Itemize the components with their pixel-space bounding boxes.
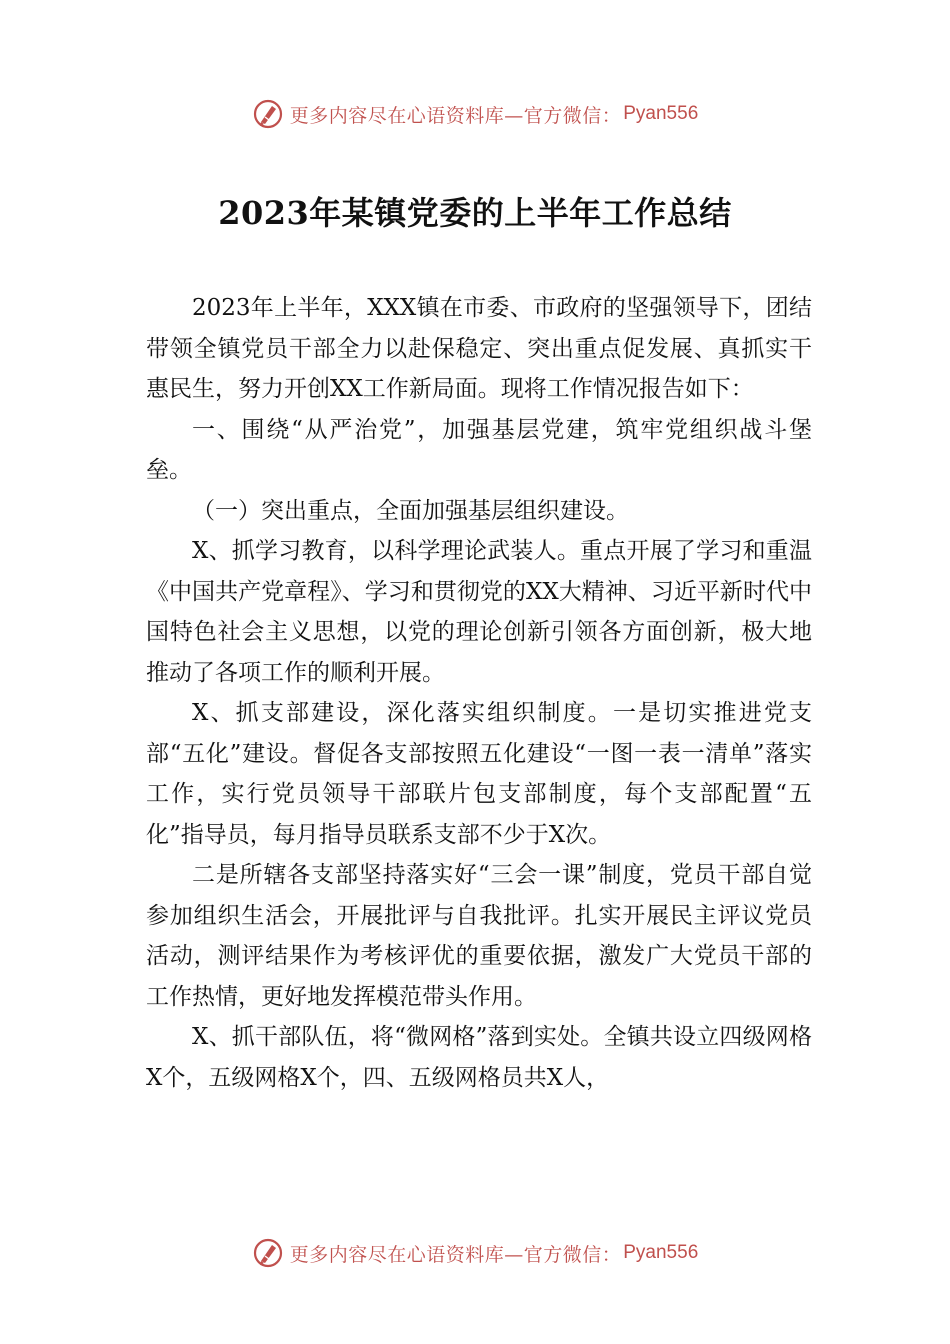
paragraph: 一、围绕“从严治党”，加强基层党建，筑牢党组织战斗堡垒。	[146, 416, 812, 483]
paragraph: （一）突出重点，全面加强基层组织建设。	[192, 497, 629, 524]
watermark-text: 更多内容尽在心语资料库—官方微信：	[289, 104, 622, 127]
watermark-wechat-id: Pyan556	[623, 1242, 699, 1263]
paragraph: 2023年上半年，XXX镇在市委、市政府的坚强领导下，团结带领全镇党员干部全力以赴保稳定、突出重点促发展、真抓实干惠民生，努力开创XX工作新局面。现将工作情况报告如下：	[146, 295, 812, 402]
watermark-wechat-id: Pyan556	[623, 103, 699, 124]
paragraph: X、抓干部队伍，将“微网格”落到实处。全镇共设立四级网格X个，五级网格X个，四、五级网格员共X人，	[146, 1024, 812, 1091]
paragraph: 二是所辖各支部坚持落实好“三会一课”制度，党员干部自觉参加组织生活会，开展批评与自我批评。扎实开展民主评议党员活动，测评结果作为考核评优的重要依据，激发广大党员干部的工作热情，更好地发挥模范带头作用。	[146, 862, 812, 1010]
header-watermark	[0, 92, 950, 136]
pen-nib-logo-icon	[252, 98, 284, 130]
watermark-text: 更多内容尽在心语资料库—官方微信：	[289, 1243, 622, 1266]
document-title: 2023年某镇党委的上半年工作总结	[218, 194, 732, 232]
footer-watermark	[0, 1231, 950, 1275]
paragraph: X、抓支部建设，深化落实组织制度。一是切实推进党支部“五化”建设。督促各支部按照五化建设“一图一表一清单”落实工作，实行党员领导干部联片包支部制度，每个支部配置“五化”指导员，每月指导员联系支部不少于X次。	[146, 700, 812, 848]
document-body	[146, 288, 812, 1098]
pen-nib-logo-icon	[252, 1237, 284, 1269]
paragraph: X、抓学习教育，以科学理论武装人。重点开展了学习和重温《中国共产党章程》、学习和贯彻党的XX大精神、习近平新时代中国特色社会主义思想，以党的理论创新引领各方面创新，极大地推动了各项工作的顺利开展。	[146, 538, 812, 686]
